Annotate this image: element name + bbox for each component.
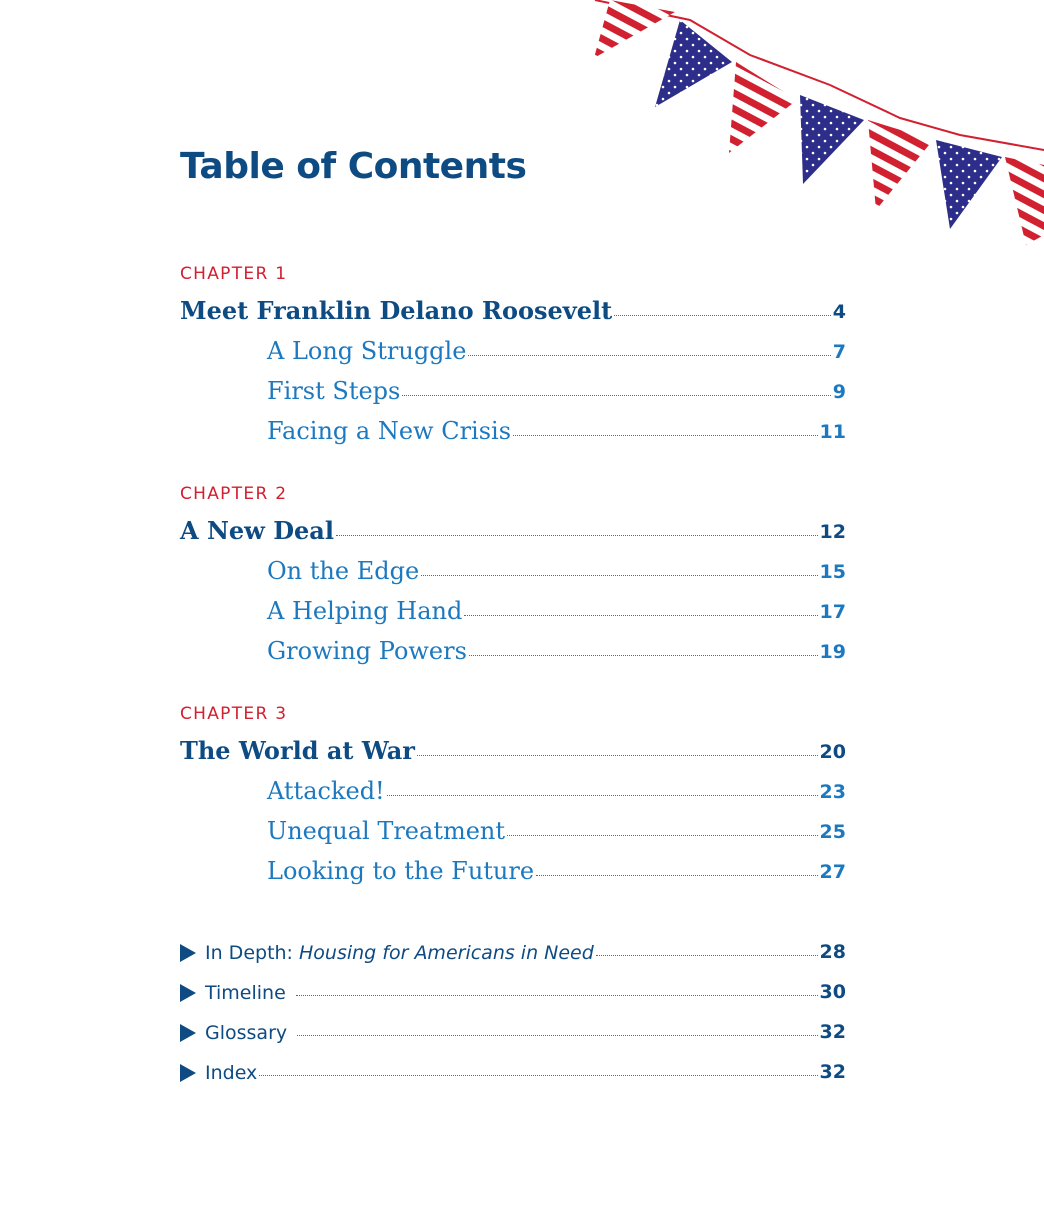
dot-leader <box>387 795 818 796</box>
bunting-flag-striped <box>594 0 675 58</box>
triangle-right-icon <box>180 1064 196 1082</box>
extra-title: Index <box>205 1062 258 1084</box>
chapter-label: CHAPTER 2 <box>180 484 288 504</box>
page-number: 28 <box>819 941 846 963</box>
dot-leader <box>259 1075 817 1076</box>
page-number: 32 <box>819 1021 846 1043</box>
page-number: 4 <box>832 301 846 323</box>
dot-leader <box>536 875 818 876</box>
bunting-flag-starred <box>800 95 864 184</box>
page-number: 32 <box>819 1061 846 1083</box>
section-title: Attacked! <box>267 777 385 805</box>
dot-leader <box>596 955 818 956</box>
dot-leader <box>513 435 818 436</box>
toc-entry-section[interactable] <box>267 586 846 626</box>
patriotic-bunting-decoration <box>0 0 1044 260</box>
page-number: 20 <box>819 741 846 763</box>
bunting-flag-starred <box>655 20 732 107</box>
dot-leader <box>336 535 818 536</box>
page-number: 7 <box>832 341 846 363</box>
triangle-right-icon <box>180 944 196 962</box>
toc-entry-section[interactable] <box>267 626 846 666</box>
toc-entry-chapter-1[interactable] <box>180 286 846 326</box>
toc-entry-section[interactable] <box>267 366 846 406</box>
toc-entry-index[interactable] <box>180 1046 846 1086</box>
section-title: A Long Struggle <box>267 337 467 365</box>
toc-entry-timeline[interactable] <box>180 966 846 1006</box>
section-title: Unequal Treatment <box>267 817 506 845</box>
bunting-flag-striped <box>1005 157 1044 245</box>
section-title: Growing Powers <box>267 637 467 665</box>
bunting-flag-striped <box>729 62 797 153</box>
triangle-right-icon <box>180 984 196 1002</box>
toc-entry-section[interactable] <box>267 546 846 586</box>
toc-entry-section[interactable] <box>267 766 846 806</box>
toc-entry-section[interactable] <box>267 846 846 886</box>
toc-entry-chapter-2[interactable] <box>180 506 846 546</box>
chapter-title: Meet Franklin Delano Roosevelt <box>180 296 613 325</box>
section-title: A Helping Hand <box>267 597 463 625</box>
section-title: On the Edge <box>267 557 420 585</box>
page-number: 15 <box>819 561 846 583</box>
extra-prefix: In Depth: <box>205 942 299 964</box>
dot-leader <box>296 995 818 996</box>
dot-leader <box>614 315 831 316</box>
chapter-label: CHAPTER 3 <box>180 704 288 724</box>
toc-entry-chapter-3[interactable] <box>180 726 846 766</box>
toc-entry-section[interactable] <box>267 326 846 366</box>
section-title: First Steps <box>267 377 401 405</box>
chapter-title: A New Deal <box>180 516 334 545</box>
page-number: 30 <box>819 981 846 1003</box>
toc-entry-section[interactable] <box>267 806 846 846</box>
page-number: 27 <box>819 861 846 883</box>
extra-title: Glossary <box>205 1022 288 1044</box>
dot-leader <box>469 655 818 656</box>
toc-entry-glossary[interactable] <box>180 1006 846 1046</box>
dot-leader <box>402 395 830 396</box>
page-number: 25 <box>819 821 846 843</box>
page-number: 11 <box>819 421 846 443</box>
page-number: 9 <box>832 381 846 403</box>
toc-entry-in-depth[interactable] <box>180 926 846 966</box>
chapter-title: The World at War <box>180 736 415 765</box>
dot-leader <box>464 615 817 616</box>
toc-entry-section[interactable] <box>267 406 846 446</box>
page-title: Table of Contents <box>180 146 527 187</box>
bunting-flag-striped <box>868 120 933 210</box>
dot-leader <box>468 355 830 356</box>
extra-title-italic: Housing for Americans in Need <box>299 942 594 964</box>
triangle-right-icon <box>180 1024 196 1042</box>
extra-title <box>205 940 594 966</box>
dot-leader <box>507 835 818 836</box>
dot-leader <box>421 575 817 576</box>
extra-title: Timeline <box>205 982 286 1004</box>
dot-leader <box>297 1035 817 1036</box>
section-title: Facing a New Crisis <box>267 417 512 445</box>
dot-leader <box>417 755 818 756</box>
chapter-label: CHAPTER 1 <box>180 264 288 284</box>
page-number: 19 <box>819 641 846 663</box>
section-title: Looking to the Future <box>267 857 535 885</box>
page-number: 12 <box>819 521 846 543</box>
page-number: 17 <box>819 601 846 623</box>
page-number: 23 <box>819 781 846 803</box>
bunting-flag-starred <box>936 140 1002 229</box>
